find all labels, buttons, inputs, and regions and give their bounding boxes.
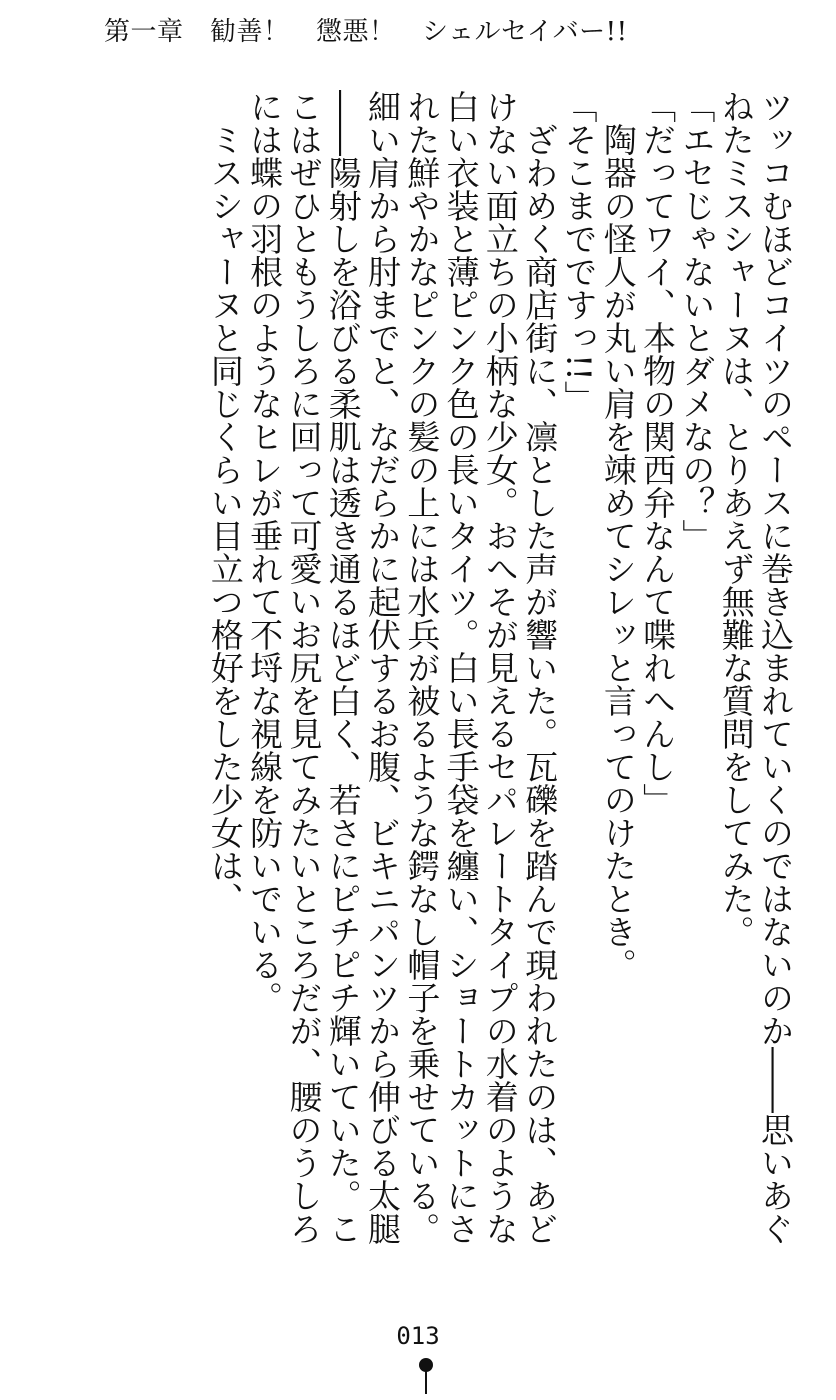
paragraph: ざわめく商店街に、凛とした声が響いた。瓦礫を踏んで現われたのは、あどけない面立ちの小柄な少女。おへそが見えるセパレートタイプの水着のような白い衣装と薄ピンク色の長いタイツ。白い長手袋を纏い、ショートカットにされた鮮やかなピンクの髪の上には水兵が被るような鍔なし帽子を乗せている。細い肩から肘までと、なだらかに起伏するお腹、ビキニパンツから伸びる太腿――陽射しを浴びる柔肌は透き通るほど白く、若さにピチピチ輝いていた。ここはぜひともうしろに回って可愛いお尻を見てみたいところだが、腰のうしろには蝶の羽根のようなヒレが垂れて不埒な視線を防いでいる。 [245, 90, 560, 1245]
paragraph: 「エセじゃないとダメなの？」 [677, 90, 717, 552]
body-text [90, 90, 795, 1260]
folio-ornament [419, 1358, 433, 1394]
running-head: 第一章 勧善！ 懲悪！ シェルセイバー!! [104, 17, 628, 47]
paragraph: ツッコむほどコイツのペースに巻き込まれていくのではないのか――思いあぐねたミスシャーヌは、とりあえず無難な質問をしてみた。 [716, 90, 795, 1245]
page-number: 013 [396, 1322, 440, 1350]
paragraph: 「だってワイ、本物の関西弁なんて喋れへんし」 [638, 90, 678, 816]
paragraph: 「そこまでですっ!!」 [559, 90, 599, 414]
paragraph: 陶器の怪人が丸い肩を竦めてシレッと言ってのけたとき。 [598, 123, 638, 981]
paragraph: ミスシャーヌと同じくらい目立つ格好をした少女は、 [205, 123, 245, 915]
